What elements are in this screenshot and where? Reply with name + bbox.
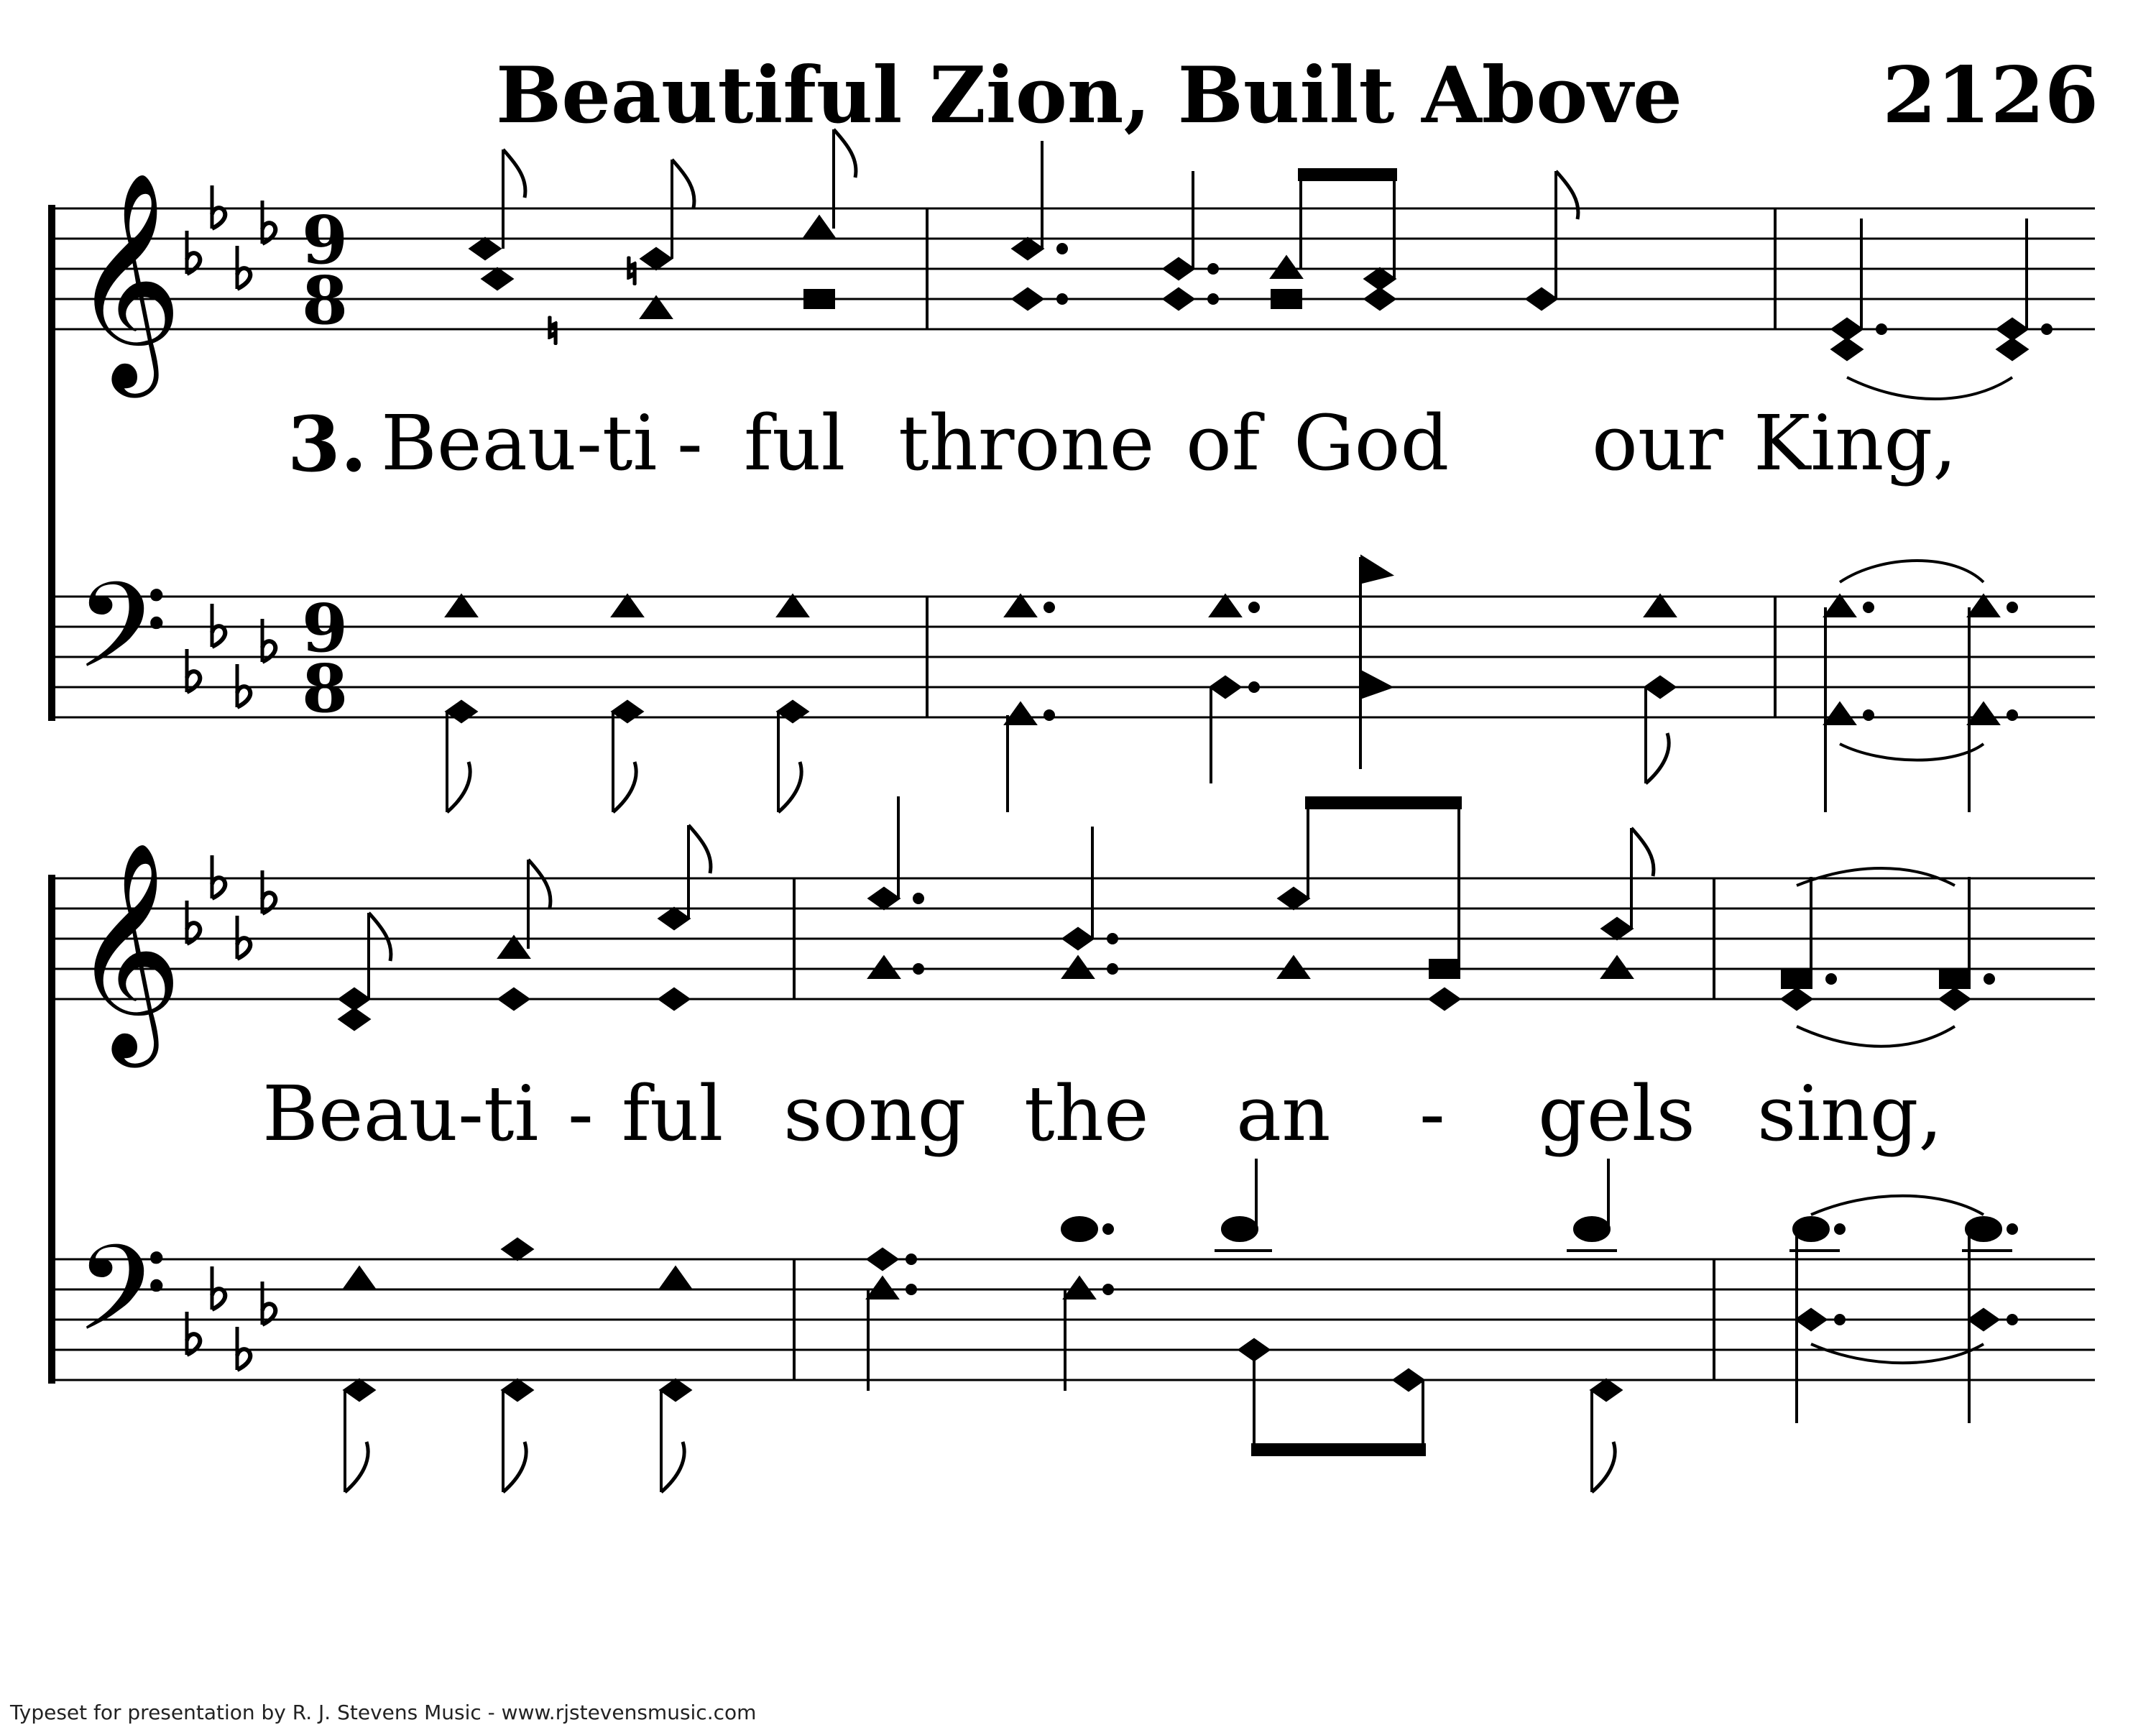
bass-notes-2	[345, 1159, 2017, 1492]
bass-clef-icon: 𝄢	[75, 557, 168, 724]
key-signature-treble-1	[187, 185, 275, 289]
treble-staff-1	[50, 208, 2095, 329]
treble-clef-icon: 𝄞	[72, 841, 183, 1058]
time-sig-bottom: 8	[302, 262, 349, 339]
lyric-syllable: Beau-ti	[381, 399, 658, 487]
lyric-syllable: the	[1024, 1070, 1149, 1158]
time-signature-treble-1	[302, 201, 348, 339]
time-sig-bottom: 8	[302, 650, 349, 727]
key-signature-bass-2	[187, 1266, 275, 1370]
lyric-syllable: gels	[1538, 1070, 1695, 1158]
bass-staff-1	[50, 597, 2095, 717]
key-signature-treble-2	[187, 855, 275, 959]
lyric-syllable: song	[783, 1070, 967, 1158]
treble-notes-1	[471, 129, 2051, 399]
verse-number: 3.	[287, 399, 367, 489]
bass-notes-1	[447, 557, 2017, 812]
lyric-hyphen: -	[677, 399, 703, 487]
lyric-syllable: ful	[622, 1070, 724, 1158]
lyric-hyphen: -	[1419, 1070, 1445, 1158]
time-signature-bass-1	[302, 589, 348, 727]
lyric-syllable: ful	[744, 399, 846, 487]
hymn-title: Beautiful Zion, Built Above	[496, 50, 1682, 141]
treble-notes-2	[340, 796, 1994, 1046]
key-signature-bass-1	[187, 604, 275, 707]
lyric-syllable: throne	[898, 399, 1155, 487]
time-sig-top: 9	[302, 201, 349, 279]
natural-icon: ♮	[546, 310, 559, 352]
natural-icon: ♮	[625, 251, 638, 293]
lyric-hyphen: -	[568, 1070, 594, 1158]
treble-clef-icon: 𝄞	[72, 171, 183, 388]
lyric-syllable: our	[1592, 399, 1723, 487]
lyric-syllable: King,	[1754, 399, 1957, 487]
lyric-syllable: God	[1294, 399, 1450, 487]
footer-credit: Typeset for presentation by R. J. Stevens Music - www.rjstevensmusic.com	[10, 1701, 757, 1724]
bass-clef-icon: 𝄢	[75, 1220, 168, 1387]
time-sig-top: 9	[302, 589, 349, 667]
lyric-syllable: sing,	[1757, 1070, 1943, 1158]
lyric-syllable: an	[1236, 1070, 1331, 1158]
lyric-syllable: Beau-ti	[262, 1070, 539, 1158]
lyric-syllable: of	[1186, 399, 1261, 487]
hymn-number: 2126	[1882, 50, 2099, 141]
